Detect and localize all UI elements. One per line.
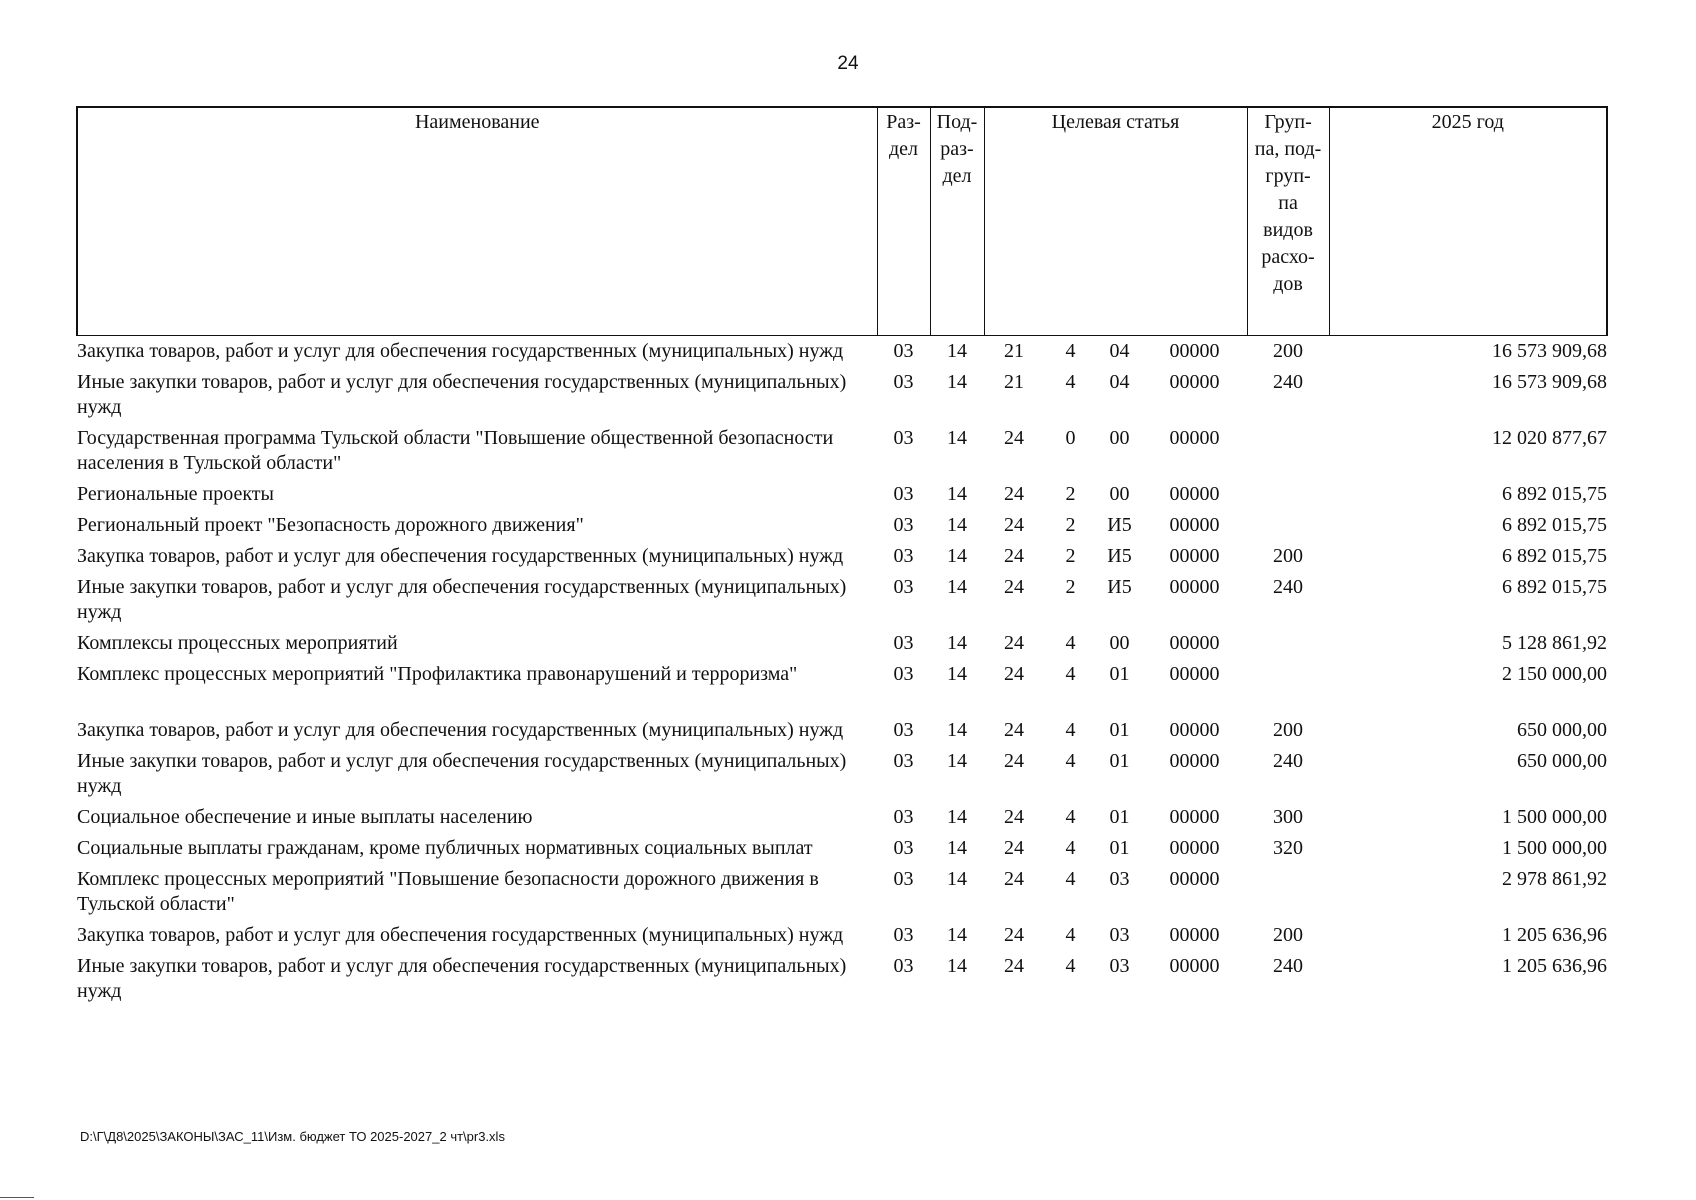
row-podrazdel: 14 [947, 663, 967, 685]
row-target-item: 04 [1109, 340, 1130, 362]
header-podrazdel: Под- раз- дел [930, 107, 984, 336]
row-target-direction: 00000 [1169, 427, 1220, 449]
row-target-program: 24 [1004, 955, 1024, 977]
row-podrazdel: 14 [947, 719, 967, 741]
row-razdel: 03 [893, 955, 914, 977]
row-name: Иные закупки товаров, работ и услуг для обеспечения государственных (муниципальных) нужд [77, 750, 847, 797]
row-expense-group: 300 [1273, 806, 1304, 828]
row-expense-group: 200 [1273, 340, 1304, 362]
row-razdel: 03 [893, 340, 914, 362]
row-target-item: 01 [1109, 719, 1130, 741]
row-podrazdel: 14 [947, 576, 967, 598]
row-name: Социальные выплаты гражданам, кроме публичных нормативных социальных выплат [77, 837, 813, 859]
row-target-direction: 00000 [1169, 663, 1220, 685]
table-row [77, 802, 1607, 833]
table-row [77, 746, 1607, 802]
row-target-type: 0 [1065, 427, 1076, 449]
row-name: Комплексы процессных мероприятий [77, 632, 398, 654]
row-razdel: 03 [893, 632, 914, 654]
table-row [77, 423, 1607, 479]
row-target-item: 00 [1109, 427, 1130, 449]
row-target-program: 24 [1004, 427, 1024, 449]
table-row [77, 659, 1607, 715]
row-target-program: 24 [1004, 483, 1024, 505]
row-podrazdel: 14 [947, 545, 967, 567]
row-target-direction: 00000 [1169, 483, 1220, 505]
table-row [77, 572, 1607, 628]
row-podrazdel: 14 [947, 868, 967, 890]
row-name: Иные закупки товаров, работ и услуг для обеспечения государственных (муниципальных) нужд [77, 371, 847, 418]
row-razdel: 03 [893, 719, 914, 741]
row-podrazdel: 14 [947, 924, 967, 946]
row-amount: 6 892 015,75 [1502, 514, 1608, 536]
row-target-item: 03 [1109, 955, 1130, 977]
row-expense-group: 200 [1273, 545, 1304, 567]
row-target-program: 21 [1004, 371, 1024, 393]
row-razdel: 03 [893, 663, 914, 685]
row-expense-group: 320 [1273, 837, 1304, 859]
row-podrazdel: 14 [947, 514, 967, 536]
row-name: Комплекс процессных мероприятий "Повышение безопасности дорожного движения в Тульской области" [77, 868, 819, 915]
row-razdel: 03 [893, 576, 914, 598]
row-podrazdel: 14 [947, 371, 967, 393]
row-target-item: 04 [1109, 371, 1130, 393]
row-name: Закупка товаров, работ и услуг для обеспечения государственных (муниципальных) нужд [77, 340, 844, 362]
row-target-program: 24 [1004, 868, 1024, 890]
row-target-direction: 00000 [1169, 545, 1220, 567]
row-target-type: 4 [1065, 868, 1076, 890]
header-razdel: Раз- дел [877, 107, 930, 336]
row-expense-group: 200 [1273, 924, 1304, 946]
table-header-row [77, 107, 1607, 336]
row-expense-group [1247, 479, 1329, 510]
row-target-program: 21 [1004, 340, 1024, 362]
row-target-type: 4 [1065, 719, 1076, 741]
row-target-type: 2 [1065, 576, 1076, 598]
header-year: 2025 год [1329, 107, 1607, 336]
row-expense-group: 240 [1273, 955, 1304, 977]
row-target-direction: 00000 [1169, 955, 1220, 977]
row-target-direction: 00000 [1169, 868, 1220, 890]
row-razdel: 03 [893, 427, 914, 449]
header-expense-group: Груп- па, под- груп- па видов расхо- дов [1247, 107, 1329, 336]
row-target-direction: 00000 [1169, 576, 1220, 598]
row-target-direction: 00000 [1169, 632, 1220, 654]
row-name: Социальное обеспечение и иные выплаты населению [77, 806, 533, 828]
row-target-program: 24 [1004, 719, 1024, 741]
row-target-direction: 00000 [1169, 750, 1220, 772]
row-target-type: 2 [1065, 483, 1076, 505]
budget-table [76, 106, 1608, 1007]
row-podrazdel: 14 [947, 806, 967, 828]
row-name: Закупка товаров, работ и услуг для обеспечения государственных (муниципальных) нужд [77, 545, 844, 567]
row-name: Региональный проект "Безопасность дорожного движения" [77, 514, 584, 536]
row-amount: 1 205 636,96 [1502, 924, 1608, 946]
row-name: Закупка товаров, работ и услуг для обеспечения государственных (муниципальных) нужд [77, 924, 844, 946]
row-target-item: 00 [1109, 632, 1130, 654]
row-amount: 1 500 000,00 [1502, 806, 1608, 828]
row-target-type: 2 [1065, 545, 1076, 567]
row-amount: 12 020 877,67 [1492, 427, 1608, 449]
row-razdel: 03 [893, 545, 914, 567]
row-target-direction: 00000 [1169, 371, 1220, 393]
row-target-type: 4 [1065, 663, 1076, 685]
row-target-item: 03 [1109, 924, 1130, 946]
row-podrazdel: 14 [947, 632, 967, 654]
row-amount: 2 150 000,00 [1502, 663, 1608, 685]
row-expense-group: 200 [1273, 719, 1304, 741]
row-amount: 1 500 000,00 [1502, 837, 1608, 859]
row-target-program: 24 [1004, 924, 1024, 946]
row-target-direction: 00000 [1169, 806, 1220, 828]
row-amount: 1 205 636,96 [1502, 955, 1608, 977]
page-edge-divider [0, 1197, 34, 1199]
row-expense-group [1247, 628, 1329, 659]
row-razdel: 03 [893, 924, 914, 946]
row-target-direction: 00000 [1169, 924, 1220, 946]
row-expense-group: 240 [1273, 750, 1304, 772]
row-target-item: 00 [1109, 483, 1130, 505]
row-name: Комплекс процессных мероприятий "Профилактика правонарушений и терроризма" [77, 663, 798, 685]
row-podrazdel: 14 [947, 837, 967, 859]
row-podrazdel: 14 [947, 750, 967, 772]
row-target-program: 24 [1004, 663, 1024, 685]
row-expense-group [1247, 864, 1329, 920]
row-razdel: 03 [893, 868, 914, 890]
row-target-type: 4 [1065, 750, 1076, 772]
row-target-direction: 00000 [1169, 837, 1220, 859]
row-name: Иные закупки товаров, работ и услуг для обеспечения государственных (муниципальных) нужд [77, 955, 847, 1002]
row-amount: 6 892 015,75 [1502, 483, 1608, 505]
row-target-item: И5 [1107, 514, 1132, 536]
row-target-item: И5 [1107, 576, 1132, 598]
row-target-item: 01 [1109, 750, 1130, 772]
row-expense-group [1247, 510, 1329, 541]
row-target-item: И5 [1107, 545, 1132, 567]
row-expense-group: 240 [1273, 371, 1304, 393]
row-podrazdel: 14 [947, 427, 967, 449]
row-expense-group [1247, 423, 1329, 479]
row-amount: 6 892 015,75 [1502, 576, 1608, 598]
table-row [77, 367, 1607, 423]
row-target-program: 24 [1004, 514, 1024, 536]
row-podrazdel: 14 [947, 955, 967, 977]
table-row [77, 864, 1607, 920]
row-target-type: 4 [1065, 371, 1076, 393]
row-razdel: 03 [893, 483, 914, 505]
table-row [77, 336, 1607, 368]
row-target-direction: 00000 [1169, 340, 1220, 362]
row-expense-group: 240 [1273, 576, 1304, 598]
row-name: Региональные проекты [77, 483, 274, 505]
row-target-program: 24 [1004, 576, 1024, 598]
row-razdel: 03 [893, 371, 914, 393]
row-target-type: 4 [1065, 632, 1076, 654]
table-row [77, 541, 1607, 572]
row-amount: 5 128 861,92 [1502, 632, 1608, 654]
row-amount: 16 573 909,68 [1492, 340, 1608, 362]
row-target-program: 24 [1004, 632, 1024, 654]
row-target-type: 4 [1065, 806, 1076, 828]
table-row [77, 715, 1607, 746]
row-target-program: 24 [1004, 806, 1024, 828]
row-razdel: 03 [893, 837, 914, 859]
row-target-item: 01 [1109, 806, 1130, 828]
row-name: Государственная программа Тульской области "Повышение общественной безопасности населения в Тульской области" [77, 427, 834, 474]
table-row [77, 833, 1607, 864]
row-target-item: 01 [1109, 837, 1130, 859]
row-target-program: 24 [1004, 837, 1024, 859]
row-target-direction: 00000 [1169, 514, 1220, 536]
table-row [77, 628, 1607, 659]
table-row [77, 479, 1607, 510]
row-name: Иные закупки товаров, работ и услуг для обеспечения государственных (муниципальных) нужд [77, 576, 847, 623]
row-amount: 6 892 015,75 [1502, 545, 1608, 567]
row-razdel: 03 [893, 750, 914, 772]
header-name: Наименование [77, 107, 877, 336]
row-target-type: 4 [1065, 924, 1076, 946]
row-name: Закупка товаров, работ и услуг для обеспечения государственных (муниципальных) нужд [77, 719, 844, 741]
row-amount: 650 000,00 [1517, 750, 1608, 772]
row-amount: 16 573 909,68 [1492, 371, 1608, 393]
table-row [77, 951, 1607, 1007]
row-podrazdel: 14 [947, 340, 967, 362]
row-target-direction: 00000 [1169, 719, 1220, 741]
row-podrazdel: 14 [947, 483, 967, 505]
row-target-type: 4 [1065, 837, 1076, 859]
table-row [77, 920, 1607, 951]
row-razdel: 03 [893, 514, 914, 536]
row-target-program: 24 [1004, 750, 1024, 772]
row-razdel: 03 [893, 806, 914, 828]
row-target-type: 4 [1065, 955, 1076, 977]
row-amount: 650 000,00 [1517, 719, 1608, 741]
header-target-article: Целевая статья [984, 107, 1247, 336]
row-target-item: 01 [1109, 663, 1130, 685]
row-target-program: 24 [1004, 545, 1024, 567]
table-row [77, 510, 1607, 541]
row-target-item: 03 [1109, 868, 1130, 890]
file-path-footer: D:\Г\Д8\2025\ЗАКОНЫ\ЗАС_11\Изм. бюджет ТО 2025-2027_2 чт\pr3.xls [80, 1129, 505, 1144]
row-target-type: 4 [1065, 340, 1076, 362]
page-number: 24 [837, 53, 859, 74]
row-expense-group [1247, 659, 1329, 715]
row-amount: 2 978 861,92 [1502, 868, 1608, 890]
row-target-type: 2 [1065, 514, 1076, 536]
